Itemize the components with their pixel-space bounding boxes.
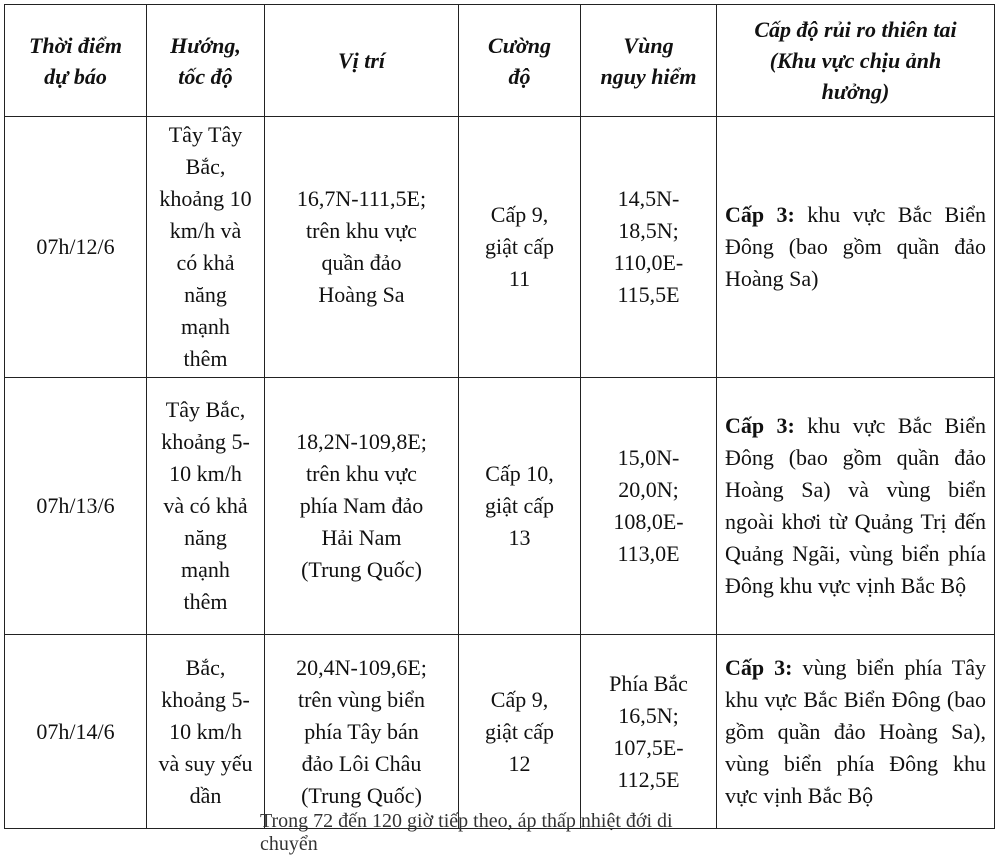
cell-time: 07h/12/6 — [5, 117, 147, 378]
cell-direction: Tây Tây Bắc, khoảng 10 km/h và có khả năng mạnh thêm — [147, 117, 265, 378]
risk-level-label: Cấp 3: — [725, 202, 795, 227]
cell-risk — [717, 635, 995, 829]
risk-level-label: Cấp 3: — [725, 413, 795, 438]
cell-time: 07h/13/6 — [5, 378, 147, 635]
cell-danger-zone: Phía Bắc 16,5N; 107,5E- 112,5E — [581, 635, 717, 829]
cell-risk — [717, 378, 995, 635]
header-direction: Hướng, tốc độ — [147, 5, 265, 117]
table-row — [5, 378, 995, 635]
header-time: Thời điểm dự báo — [5, 5, 147, 117]
cell-direction: Tây Bắc, khoảng 5- 10 km/h và có khả năng mạnh thêm — [147, 378, 265, 635]
cell-intensity: Cấp 9, giật cấp 12 — [459, 635, 581, 829]
cell-time: 07h/14/6 — [5, 635, 147, 829]
cell-position: 20,4N-109,6E; trên vùng biển phía Tây bán đảo Lôi Châu (Trung Quốc) — [265, 635, 459, 829]
cell-direction: Bắc, khoảng 5- 10 km/h và suy yếu dần — [147, 635, 265, 829]
table-row — [5, 635, 995, 829]
cell-intensity: Cấp 9, giật cấp 11 — [459, 117, 581, 378]
cell-risk — [717, 117, 995, 378]
cut-off-footer-text: Trong 72 đến 120 giờ tiếp theo, áp thấp nhiệt đới di chuyển — [260, 810, 673, 855]
table-row — [5, 117, 995, 378]
cell-position: 16,7N-111,5E; trên khu vực quần đảo Hoàng Sa — [265, 117, 459, 378]
risk-area-text: vùng biển phía Tây khu vực Bắc Biển Đông (bao gồm quần đảo Hoàng Sa), vùng biển phía Đông khu vực vịnh Bắc Bộ — [725, 654, 987, 808]
risk-area-text: khu vực Bắc Biển Đông (bao gồm quần đảo Hoàng Sa) và vùng biển ngoài khơi từ Quảng Trị đến Quảng Ngãi, vùng biển phía Đông khu vực vịnh Bắc Bộ — [725, 413, 986, 598]
header-intensity: Cường độ — [459, 5, 581, 117]
forecast-table — [4, 4, 995, 829]
header-risk-level: Cấp độ rủi ro thiên tai (Khu vực chịu ảnh hưởng) — [717, 5, 995, 117]
risk-area-text: khu vực Bắc Biển Đông (bao gồm quần đảo Hoàng Sa) — [725, 202, 986, 291]
cell-danger-zone: 15,0N- 20,0N; 108,0E- 113,0E — [581, 378, 717, 635]
header-row — [5, 5, 995, 117]
header-danger-zone: Vùng nguy hiểm — [581, 5, 717, 117]
risk-level-label: Cấp 3: — [725, 654, 793, 680]
header-position: Vị trí — [265, 5, 459, 117]
cell-danger-zone: 14,5N- 18,5N; 110,0E- 115,5E — [581, 117, 717, 378]
cell-position: 18,2N-109,8E; trên khu vực phía Nam đảo Hải Nam (Trung Quốc) — [265, 378, 459, 635]
cell-intensity: Cấp 10, giật cấp 13 — [459, 378, 581, 635]
